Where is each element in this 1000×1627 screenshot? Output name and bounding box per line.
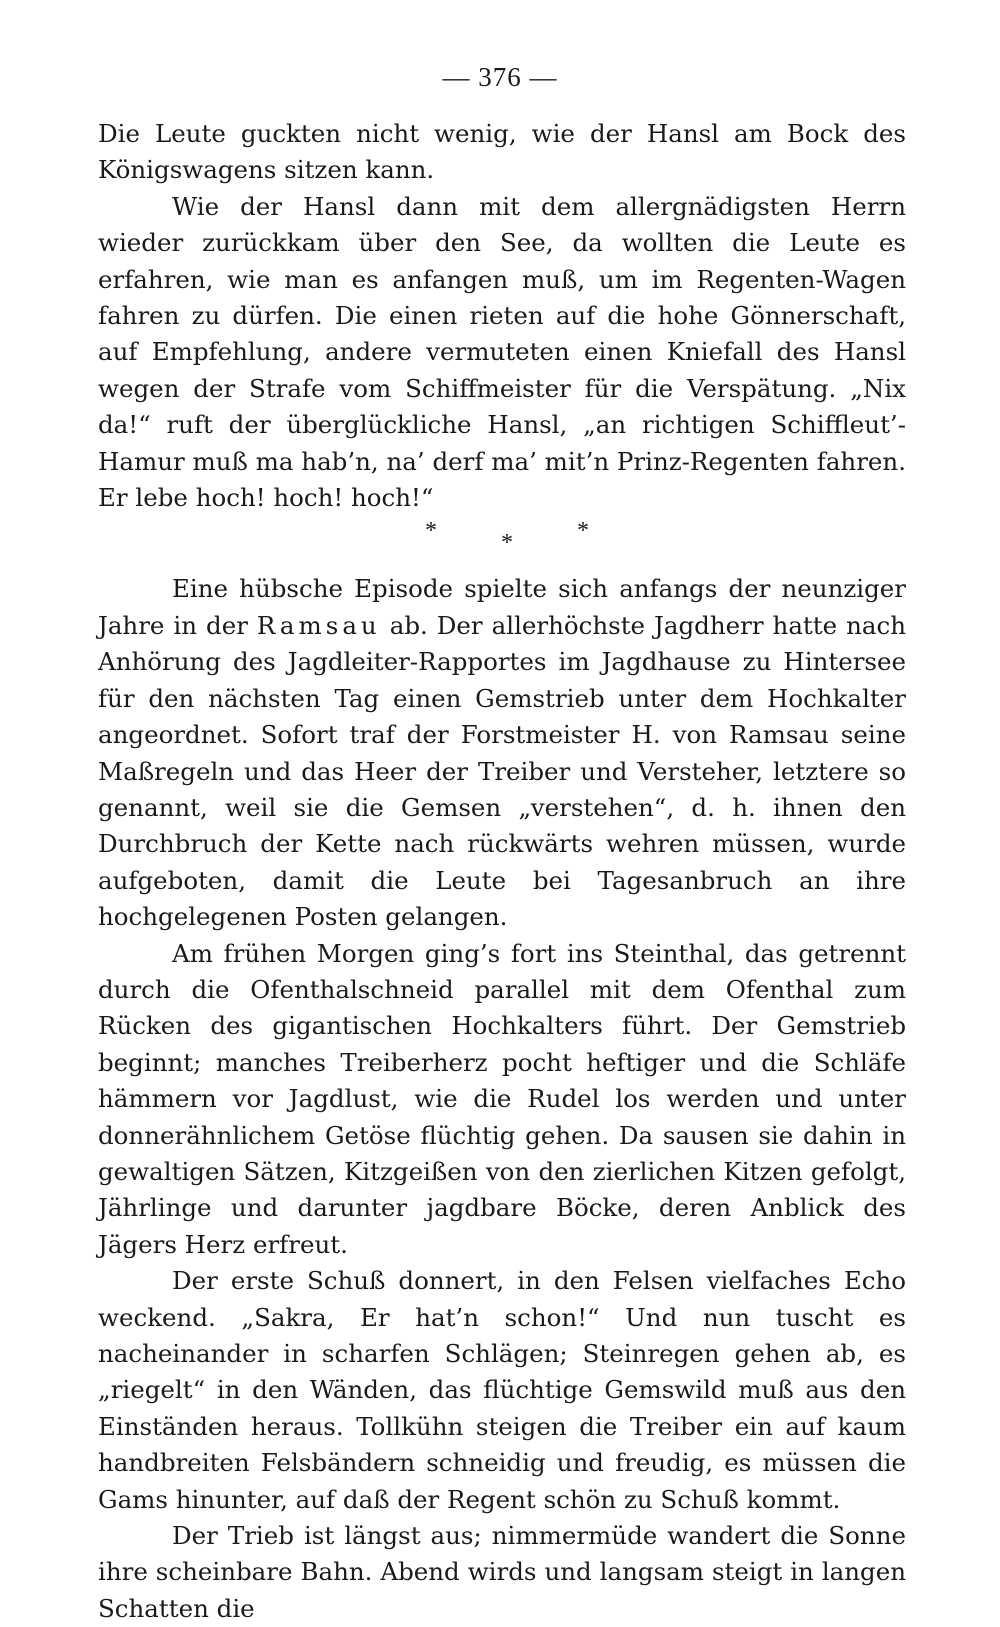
paragraph-2: Wie der Hansl dann mit dem allergnädigsten Herrn wieder zurückkam über den See, da wollten die Leute es erfahren, wie man es anfangen muß, um im Regenten-Wagen fahren zu dürfen. Die einen rieten auf die hohe Gönnerschaft, auf Empfehlung, andere vermuteten einen Kniefall des Hansl wegen der Strafe vom Schiffmeister für die Verspätung. „Nix da!“ ruft der überglückliche Hansl, „an richtigen Schiffleut’-Hamur muß ma hab’n, na’ derf ma’ mit’n Prinz-Regenten fahren. Er lebe hoch! hoch! hoch!“ <box>98 191 906 513</box>
page-body <box>98 116 906 1627</box>
divider-asterisk: * <box>577 518 589 545</box>
paragraph-4: Am frühen Morgen ging’s fort ins Steinthal, das getrennt durch die Ofenthalschneid parallel mit dem Ofenthal zum Rücken des gigantischen Hochkalters führt. Der Gemstrieb beginnt; manches Treiberherz pocht heftiger und die Schläfe hämmern vor Jagdlust, wie die Rudel los werden und unter donnerähnlichem Getöse flüchtig gehen. Da sausen sie dahin in gewaltigen Sätzen, Kitzgeißen von den zierlichen Kitzen gefolgt, Jährlinge und darunter jagdbare Böcke, deren Anblick des Jägers Herz erfreut. <box>98 938 906 1259</box>
divider-asterisk: * <box>425 518 437 545</box>
paragraph-3-rest: ab. Der allerhöchste Jagdherr hatte nach Anhörung des Jagdleiter-Rapportes im Jagdhause zu Hintersee für den nächsten Tag einen Gemstrieb unter dem Hochkalter angeordnet. Sofort traf der Forstmeister H. von Ramsau seine Maßregeln und das Heer der Treiber und Versteher, letztere so genannt, weil sie die Gemsen „verstehen“, d. h. ihnen den Durchbruch der Kette nach rückwärts wehren müssen, wurde aufgeboten, damit die Leute bei Tagesanbruch an ihre hochgelegenen Posten gelangen. <box>98 610 906 932</box>
divider-asterisk: * <box>501 530 513 557</box>
paragraph-6: Der Trieb ist längst aus; nimmermüde wandert die Sonne ihre scheinbare Bahn. Abend wirds und langsam steigt in langen Schatten die <box>98 1521 906 1623</box>
paragraph-5: Der erste Schuß donnert, in den Felsen vielfaches Echo weckend. „Sakra, Er hat’n schon!“ Und nun tuscht es nacheinander in scharfen Schlägen; Steinregen gehen ab, es „riegelt“ in den Wänden, das flüchtige Gemswild muß aus den Einständen heraus. Tollkühn steigen die Treiber ein auf kaum handbreiten Felsbändern schneidig und freudig, es müssen die Gams hinunter, auf daß der Regent schön zu Schuß kommt. <box>98 1266 906 1514</box>
paragraph-1: Die Leute guckten nicht wenig, wie der Hansl am Bock des Königswagens sitzen kann. <box>98 119 906 185</box>
section-divider <box>98 516 906 571</box>
paragraph-3 <box>98 571 906 935</box>
paragraph-3-start: Eine hübsche Episode spielte sich anfangs der neunziger Jahre in der <box>98 574 906 640</box>
place-name-ramsau: Ramsau <box>256 610 381 640</box>
page-number: — 376 — <box>442 62 558 92</box>
